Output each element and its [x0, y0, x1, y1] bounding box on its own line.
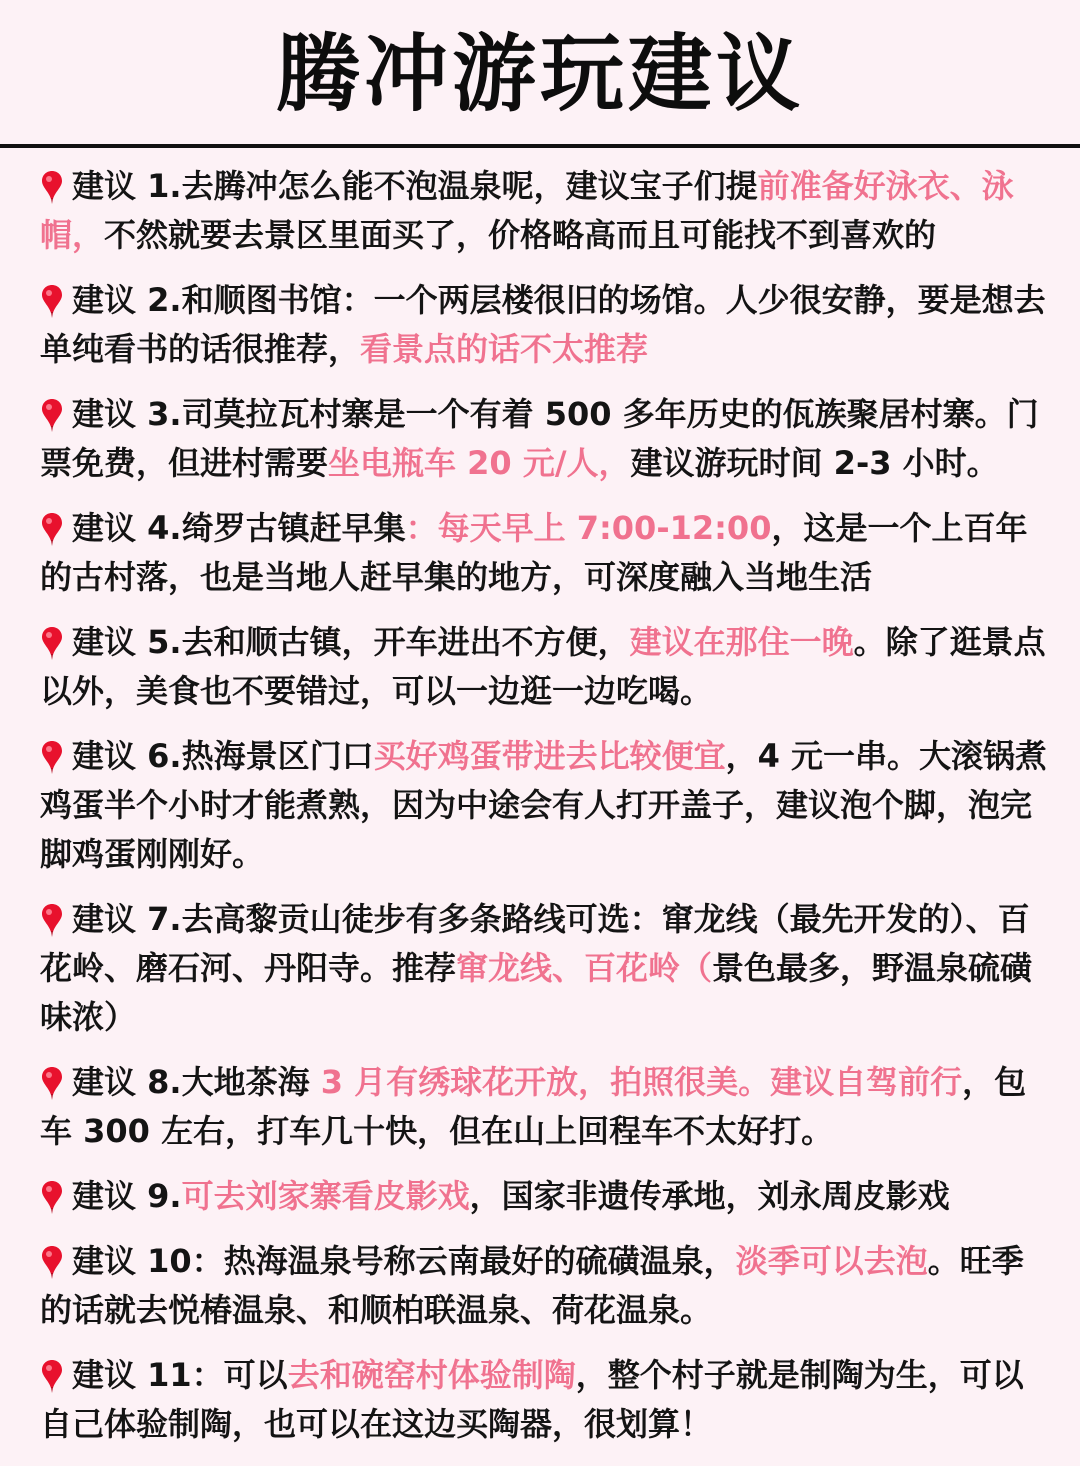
map-pin-icon — [40, 1065, 64, 1101]
tip-text: 建议 8.大地茶海 — [72, 1063, 321, 1101]
tip-text: 建议 6.热海景区门口 — [72, 737, 374, 775]
tip-highlight-text: 前准备好泳衣、泳帽， — [40, 167, 1014, 254]
tip-text: ，包车 300 左右，打车几十快，但在山上回程车不太好打。 — [40, 1063, 1027, 1150]
tip-text: 景色最多，野温泉硫磺味浓） — [40, 949, 1033, 1036]
map-pin-icon — [40, 397, 64, 433]
tip-text: 建议 4.绮罗古镇赶早集 — [72, 509, 406, 547]
map-pin-icon — [40, 739, 64, 775]
tip-text: 建议 2.和顺图书馆：一个两层楼很旧的场馆。人少很安静，要是想去单纯看书的话很推荐， — [40, 281, 1046, 368]
tip-text: 。旺季的话就去悦椿温泉、和顺柏联温泉、荷花温泉。 — [40, 1242, 1024, 1329]
tip-item — [40, 895, 1048, 1042]
tip-text: ，4 元一串。大滚锅煮鸡蛋半个小时才能煮熟，因为中途会有人打开盖子，建议泡个脚，泡完脚鸡蛋刚刚好。 — [40, 737, 1048, 873]
page-title: 腾冲游玩建议 — [275, 25, 804, 123]
tip-highlight-text: ：每天早上 7:00-12:00 — [405, 509, 772, 547]
tip-highlight-text: 看景点的话不太推荐 — [360, 330, 649, 368]
map-pin-icon — [40, 1179, 64, 1215]
header — [0, 0, 1080, 144]
map-pin-icon — [40, 169, 64, 205]
tip-text: ，国家非遗传承地，刘永周皮影戏 — [469, 1177, 950, 1215]
tip-text: 建议 9. — [72, 1177, 182, 1215]
tip-text: ，这是一个上百年的古村落，也是当地人赶早集的地方，可深度融入当地生活 — [40, 509, 1028, 596]
tip-item — [40, 1237, 1048, 1335]
tip-highlight-text: 可去刘家寨看皮影戏 — [181, 1177, 470, 1215]
tip-item — [40, 732, 1048, 879]
tip-list — [0, 148, 1080, 1449]
tip-text: 建议 10：热海温泉号称云南最好的硫磺温泉， — [72, 1242, 736, 1280]
tip-text: 建议 3.司莫拉瓦村寨是一个有着 500 多年历史的佤族聚居村寨。门票免费，但进村需要 — [40, 395, 1039, 482]
map-pin-icon — [40, 1244, 64, 1280]
tip-item — [40, 618, 1048, 716]
tip-text: 建议 7.去高黎贡山徒步有多条路线可选：窜龙线（最先开发的）、百花岭、磨石河、丹阳寺。推荐 — [40, 900, 1030, 987]
tip-text: 不然就要去景区里面买了，价格略高而且可能找不到喜欢的 — [104, 216, 937, 254]
tip-text: 建议 5.去和顺古镇，开车进出不方便， — [72, 623, 630, 661]
tip-highlight-text: 窜龙线、百花岭（ — [456, 949, 713, 987]
tip-text: 建议游玩时间 2-3 小时。 — [630, 444, 999, 482]
tip-item — [40, 162, 1048, 260]
tip-item — [40, 390, 1048, 488]
map-pin-icon — [40, 283, 64, 319]
tip-highlight-text: 3 月有绣球花开放，拍照很美。建议自驾前行 — [320, 1063, 963, 1101]
tip-highlight-text: 建议在那住一晚 — [629, 623, 854, 661]
map-pin-icon — [40, 625, 64, 661]
map-pin-icon — [40, 511, 64, 547]
tip-highlight-text: 去和碗窑村体验制陶 — [287, 1356, 576, 1394]
tip-item — [40, 1058, 1048, 1156]
map-pin-icon — [40, 902, 64, 938]
tip-item — [40, 504, 1048, 602]
map-pin-icon — [40, 1358, 64, 1394]
tip-text: 建议 11：可以 — [72, 1356, 288, 1394]
tip-item — [40, 1351, 1048, 1449]
tip-item — [40, 276, 1048, 374]
tip-text: 。除了逛景点以外，美食也不要错过，可以一边逛一边吃喝。 — [40, 623, 1046, 710]
tip-item — [40, 1172, 1048, 1221]
tip-text: ，整个村子就是制陶为生，可以自己体验制陶，也可以在这边买陶器，很划算！ — [40, 1356, 1024, 1443]
tip-highlight-text: 买好鸡蛋带进去比较便宜 — [373, 737, 726, 775]
tip-highlight-text: 坐电瓶车 20 元/人， — [328, 444, 631, 482]
tip-text: 建议 1.去腾冲怎么能不泡温泉呢，建议宝子们提 — [72, 167, 758, 205]
tip-highlight-text: 淡季可以去泡 — [735, 1242, 928, 1280]
